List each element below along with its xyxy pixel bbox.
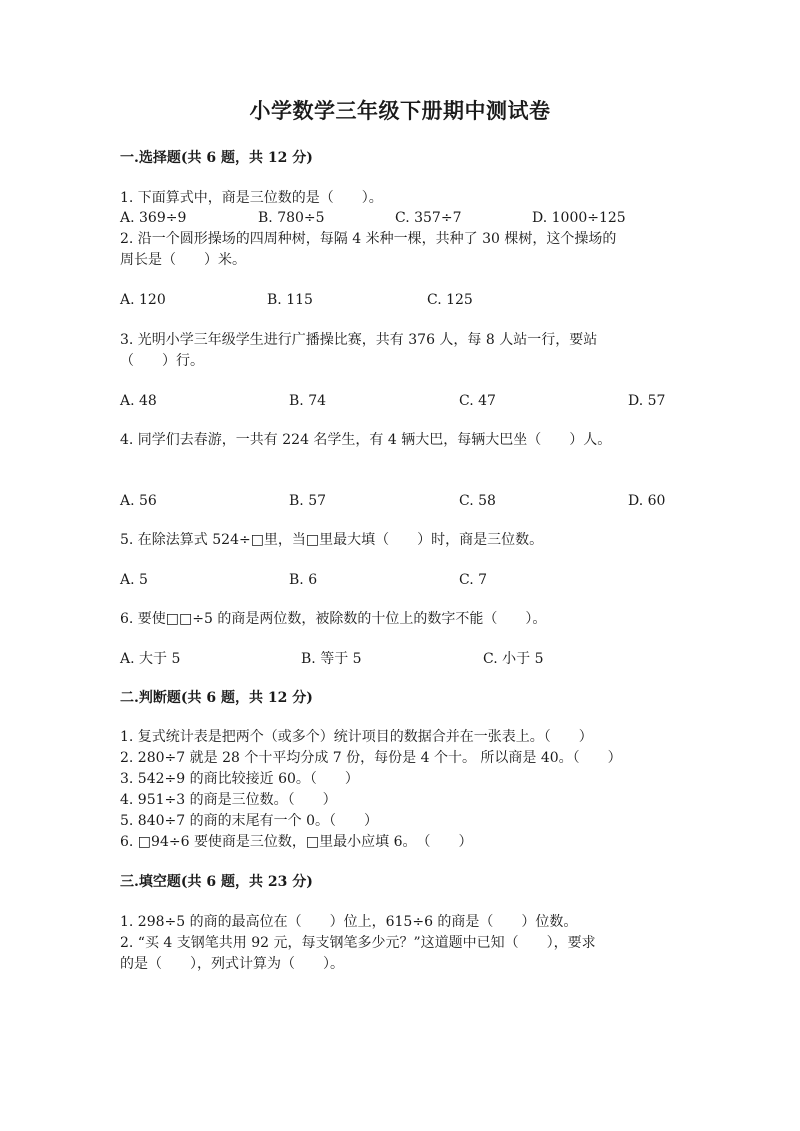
question-4-option-b[interactable]: B. 57: [289, 493, 327, 509]
section-heading-judgement: 二.判断题(共 6 题，共 12 分): [120, 690, 313, 706]
question-5-option-c[interactable]: C. 7: [459, 572, 488, 588]
question-3-option-c[interactable]: C. 47: [459, 393, 496, 409]
section-heading-choice: 一.选择题(共 6 题，共 12 分): [120, 150, 313, 166]
judgement-item-4: 4. 951÷3 的商是三位数。（ ）: [120, 792, 337, 808]
judgement-item-6: 6. □94÷6 要使商是三位数，□里最小应填 6。 （ ）: [120, 834, 473, 850]
question-6-option-a[interactable]: A. 大于 5: [120, 651, 181, 667]
question-3-option-b[interactable]: B. 74: [289, 393, 327, 409]
question-1-option-c[interactable]: C. 357÷7: [395, 210, 462, 226]
question-1-option-d[interactable]: D. 1000÷125: [532, 210, 626, 226]
question-2-option-b[interactable]: B. 115: [267, 292, 313, 308]
question-4-stem: 4. 同学们去春游，一共有 224 名学生，有 4 辆大巴，每辆大巴坐（ ）人。: [120, 432, 612, 448]
question-3-stem-line1: 3. 光明小学三年级学生进行广播操比赛，共有 376 人，每 8 人站一行，要站: [120, 332, 598, 348]
question-1-option-b[interactable]: B. 780÷5: [258, 210, 325, 226]
question-5-stem: 5. 在除法算式 524÷□里，当□里最大填（ ）时，商是三位数。: [120, 532, 544, 548]
fill-item-2-line2: 的是（ ），列式计算为（ ）。: [120, 956, 344, 972]
question-2-option-c[interactable]: C. 125: [427, 292, 473, 308]
question-4-option-c[interactable]: C. 58: [459, 493, 496, 509]
question-4-option-d[interactable]: D. 60: [628, 493, 666, 509]
question-4-option-a[interactable]: A. 56: [120, 493, 157, 509]
question-3-option-d[interactable]: D. 57: [628, 393, 666, 409]
fill-item-1: 1. 298÷5 的商的最高位在（ ）位上，615÷6 的商是（ ）位数。: [120, 914, 578, 930]
question-5-option-a[interactable]: A. 5: [120, 572, 148, 588]
question-6-option-b[interactable]: B. 等于 5: [301, 651, 362, 667]
question-2-stem-line1: 2. 沿一个圆形操场的四周种树，每隔 4 米种一棵，共种了 30 棵树，这个操场的: [120, 231, 617, 247]
section-heading-fill: 三.填空题(共 6 题，共 23 分): [120, 874, 313, 890]
question-2-option-a[interactable]: A. 120: [120, 292, 166, 308]
fill-item-2-line1: 2. “买 4 支钢笔共用 92 元，每支钢笔多少元？”这道题中已知（ ），要求: [120, 935, 596, 951]
question-5-option-b[interactable]: B. 6: [289, 572, 318, 588]
judgement-item-5: 5. 840÷7 的商的末尾有一个 0。（ ）: [120, 813, 378, 829]
judgement-item-2: 2. 280÷7 就是 28 个十平均分成 7 份，每份是 4 个十。 所以商是 40。（ ）: [120, 750, 622, 766]
question-1-stem: 1. 下面算式中，商是三位数的是（ ）。: [120, 190, 383, 206]
page-title: 小学数学三年级下册期中测试卷: [249, 98, 551, 123]
question-3-stem-line2: （ ）行。: [120, 353, 204, 369]
question-2-stem-line2: 周长是（ ）米。: [120, 252, 246, 268]
judgement-item-1: 1. 复式统计表是把两个（或多个）统计项目的数据合并在一张表上。（ ）: [120, 729, 593, 745]
question-1-option-a[interactable]: A. 369÷9: [120, 210, 187, 226]
question-6-option-c[interactable]: C. 小于 5: [483, 651, 544, 667]
question-6-stem: 6. 要使□□÷5 的商是两位数，被除数的十位上的数字不能（ ）。: [120, 611, 547, 627]
judgement-item-3: 3. 542÷9 的商比较接近 60。（ ）: [120, 771, 359, 787]
question-3-option-a[interactable]: A. 48: [120, 393, 157, 409]
